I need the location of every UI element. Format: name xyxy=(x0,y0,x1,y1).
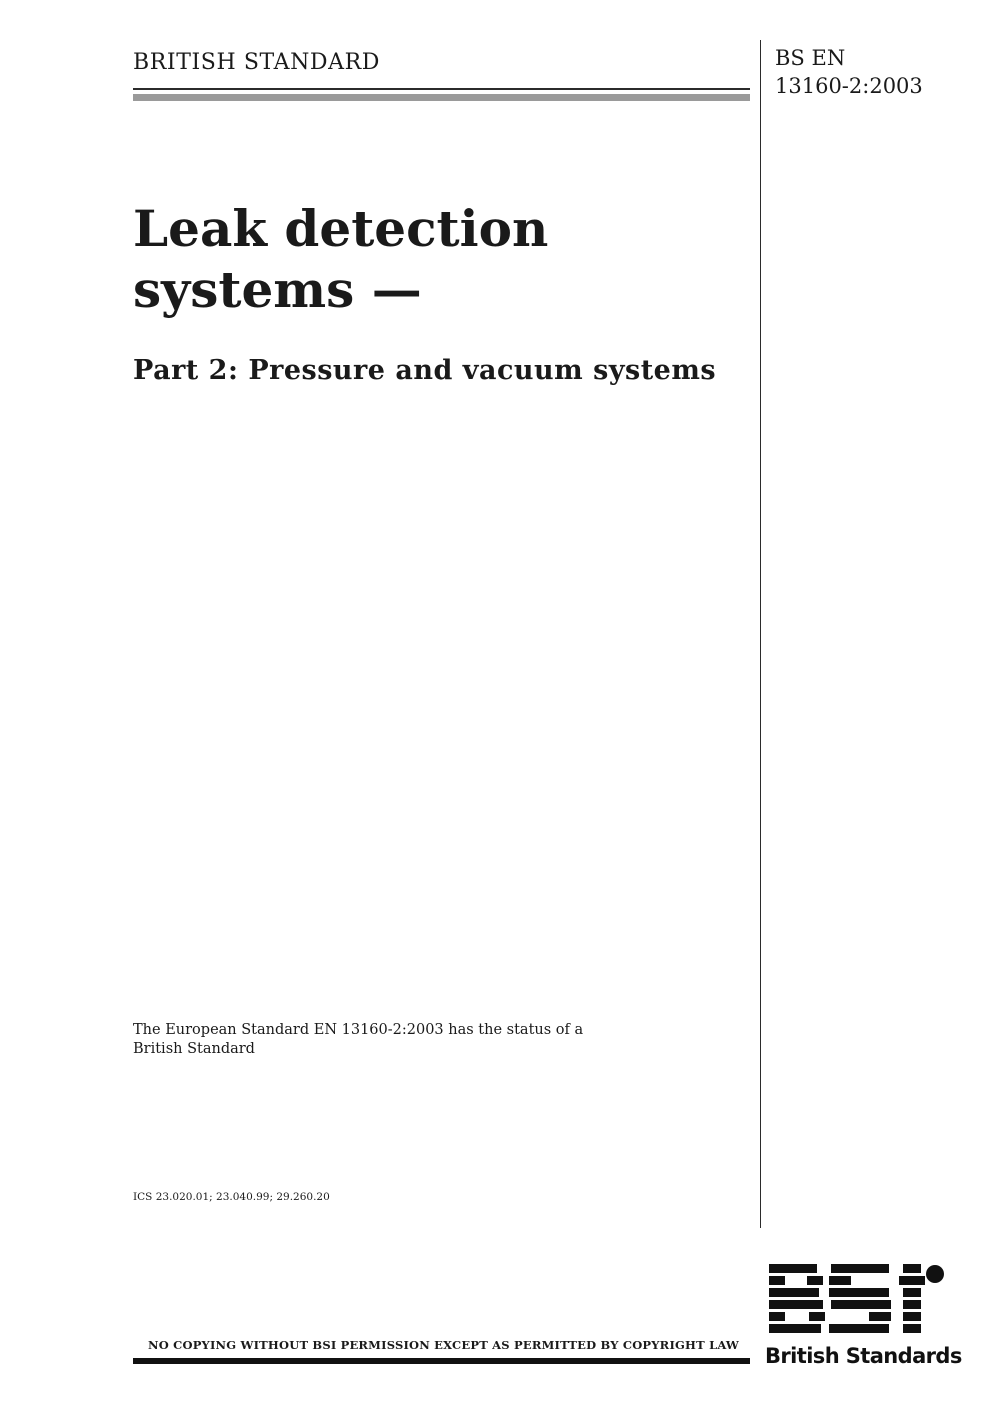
bsi-logo-caption: British Standards xyxy=(765,1344,962,1368)
ics-codes: ICS 23.020.01; 23.040.99; 29.260.20 xyxy=(133,1191,330,1203)
copyright-notice: NO COPYING WITHOUT BSI PERMISSION EXCEPT AS PERMITTED BY COPYRIGHT LAW xyxy=(148,1338,740,1352)
title-line2: systems — xyxy=(133,260,422,319)
status-note-line1: The European Standard EN 13160-2:2003 has the status of a xyxy=(133,1022,584,1038)
status-note-line2: British Standard xyxy=(133,1041,255,1057)
status-note xyxy=(133,1021,693,1059)
footer-rule xyxy=(133,1358,750,1364)
standard-number-line2: 13160-2:2003 xyxy=(775,74,923,98)
standard-number-line1: BS EN xyxy=(775,46,846,70)
header-rule-thin xyxy=(133,88,750,90)
bsi-logo-mark xyxy=(765,1262,947,1342)
margin-divider xyxy=(760,40,761,1228)
standard-number xyxy=(775,44,923,100)
document-title xyxy=(133,198,733,320)
title-line1: Leak detection xyxy=(133,199,549,258)
document-subtitle: Part 2: Pressure and vacuum systems xyxy=(133,355,717,386)
document-type-label: BRITISH STANDARD xyxy=(133,50,381,75)
header-rule-thick xyxy=(133,94,750,101)
